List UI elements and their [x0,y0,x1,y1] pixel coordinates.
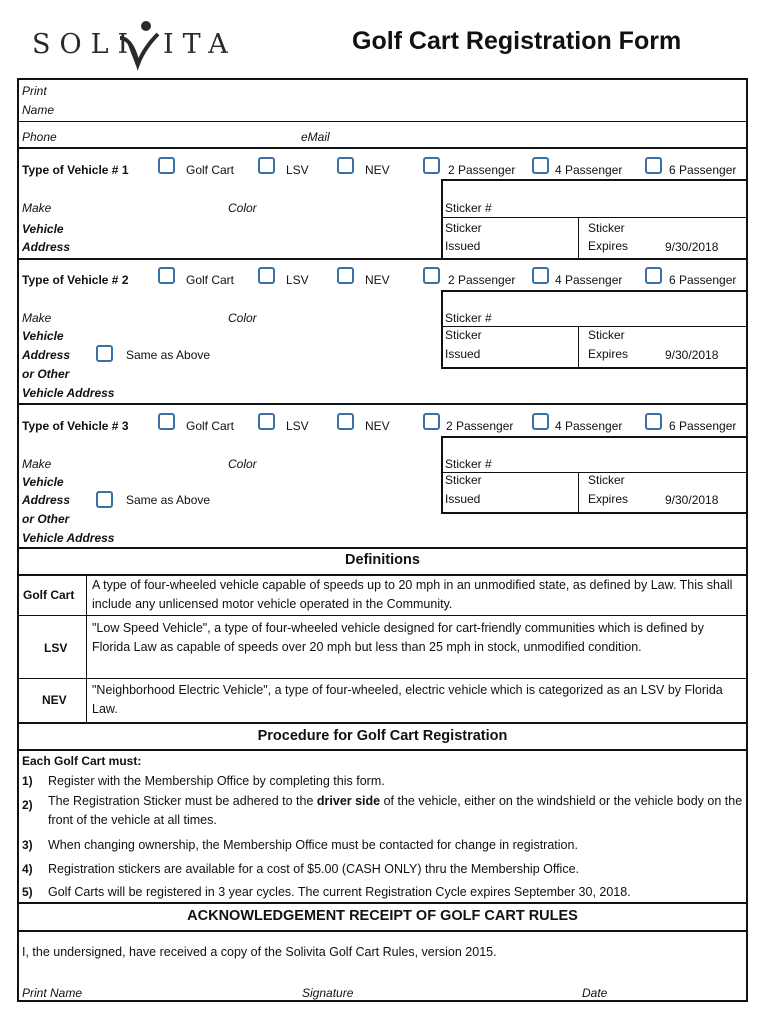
date-label: Date [582,986,608,1000]
issued-label: Issued [445,239,481,253]
sticker-label: Sticker [445,221,482,235]
lsv-label: LSV [286,419,309,433]
four-passenger-checkbox[interactable] [532,413,549,430]
logo-v-icon [116,20,162,74]
six-passenger-label: 6 Passenger [669,273,737,287]
golf-cart-checkbox[interactable] [158,267,175,284]
logo-text-right: ITA [163,29,237,60]
page-title: Golf Cart Registration Form [352,27,682,55]
address-label: Address [22,493,71,507]
print-label: Print [22,84,47,98]
same-as-above-checkbox[interactable] [96,345,113,362]
nev-label: NEV [365,163,390,177]
issued-label: Issued [445,347,481,361]
make-label: Make [22,311,52,325]
signature-label: Signature [302,986,354,1000]
procedure-intro: Each Golf Cart must: [22,754,142,768]
divider [441,290,443,368]
golf-cart-label: Golf Cart [186,273,235,287]
make-label: Make [22,201,52,215]
color-label: Color [228,457,257,471]
sticker-label: Sticker [445,473,482,487]
six-passenger-checkbox[interactable] [645,267,662,284]
nev-checkbox[interactable] [337,413,354,430]
issued-label: Issued [445,492,481,506]
divider [578,472,579,512]
six-passenger-label: 6 Passenger [669,163,737,177]
step-number: 2) [22,798,33,812]
vehicle-type-label: Type of Vehicle # 3 [22,419,129,433]
or-other-label: or Other [22,367,70,381]
divider [18,547,747,549]
definition-text: A type of four-wheeled vehicle capable of speeds up to 20 mph in an unmodified state, as defined by Law. This shall include any unlicensed motor vehicle operated in the Community. [92,578,733,611]
nev-checkbox[interactable] [337,267,354,284]
color-label: Color [228,311,257,325]
phone-label: Phone [22,130,57,144]
sticker-label: Sticker [588,328,625,342]
two-passenger-checkbox[interactable] [423,267,440,284]
golf-cart-checkbox[interactable] [158,413,175,430]
step-number: 1) [22,774,33,788]
vehicle-label: Vehicle [22,475,64,489]
divider [18,403,747,405]
acknowledgement-heading: ACKNOWLEDGEMENT RECEIPT OF GOLF CART RULES [187,908,578,924]
divider [441,436,747,438]
procedure-heading: Procedure for Golf Cart Registration [257,728,508,744]
divider [18,258,747,260]
sticker-number-label: Sticker # [445,457,492,471]
divider [441,179,443,259]
sticker-number-label: Sticker # [445,311,492,325]
two-passenger-checkbox[interactable] [423,413,440,430]
step-number: 3) [22,838,33,852]
divider [86,575,87,723]
divider [18,147,747,149]
same-as-above-label: Same as Above [126,493,211,507]
vehicle-label: Vehicle [22,222,64,236]
lsv-label: LSV [286,163,309,177]
divider [18,749,747,751]
golf-cart-label: Golf Cart [186,163,235,177]
logo-text-left: SOLI [32,29,138,60]
expires-label: Expires [588,239,629,253]
vehicle-label: Vehicle [22,329,64,343]
vehicle-type-label: Type of Vehicle # 2 [22,273,129,287]
vehicle-address-label: Vehicle Address [22,531,115,545]
divider [442,326,747,327]
definition-term: LSV [44,641,68,655]
expiry-date: 9/30/2018 [665,240,719,254]
definition-term: Golf Cart [23,588,75,602]
expires-label: Expires [588,492,629,506]
definitions-heading: Definitions [345,552,420,568]
address-label: Address [22,240,71,254]
divider [18,902,747,904]
definition-term: NEV [42,693,67,707]
six-passenger-checkbox[interactable] [645,413,662,430]
step-number: 4) [22,862,33,876]
divider [18,678,747,679]
step-text: When changing ownership, the Membership Office must be contacted for change in registration. [48,838,578,852]
name-label: Name [22,103,55,117]
two-passenger-label: 2 Passenger [448,273,516,287]
two-passenger-label: 2 Passenger [448,163,516,177]
definition-text: "Low Speed Vehicle", a type of four-wheeled vehicle designed for cart-friendly communities which is defined by Florida Law as capable of speeds over 20 mph but less than 25 mph in stock, unmodified condition. [92,621,704,654]
divider [441,436,443,513]
nev-label: NEV [365,273,390,287]
step-text: Registration stickers are available for a cost of $5.00 (CASH ONLY) thru the Membership Office. [48,862,580,876]
step-number: 5) [22,885,33,899]
lsv-checkbox[interactable] [258,157,275,174]
vehicle-address-label: Vehicle Address [22,386,115,400]
nev-checkbox[interactable] [337,157,354,174]
vehicle-type-label: Type of Vehicle # 1 [22,163,129,177]
expiry-date: 9/30/2018 [665,348,719,362]
same-as-above-checkbox[interactable] [96,491,113,508]
nev-label: NEV [365,419,390,433]
step-text: Golf Carts will be registered in 3 year cycles. The current Registration Cycle expires September 30, 2018. [48,885,631,899]
divider [18,722,747,724]
divider [18,615,747,616]
divider [442,217,747,218]
two-passenger-checkbox[interactable] [423,157,440,174]
step-text: The Registration Sticker must be adhered to the driver side of the vehicle, either on the windshield or the vehicle body on the front of the vehicle at all times. [48,794,743,827]
step-text: Register with the Membership Office by completing this form. [48,774,385,788]
sticker-label: Sticker [588,221,625,235]
expires-label: Expires [588,347,629,361]
lsv-checkbox[interactable] [258,267,275,284]
email-label: eMail [301,130,330,144]
print-name-label: Print Name [22,986,83,1000]
four-passenger-checkbox[interactable] [532,157,549,174]
acknowledgement-statement: I, the undersigned, have received a copy of the Solivita Golf Cart Rules, version 2015. [22,945,497,959]
color-label: Color [228,201,257,215]
four-passenger-label: 4 Passenger [555,163,623,177]
expiry-date: 9/30/2018 [665,493,719,507]
divider [18,121,747,122]
sticker-number-label: Sticker # [445,201,492,215]
golf-cart-label: Golf Cart [186,419,235,433]
two-passenger-label: 2 Passenger [446,419,514,433]
golf-cart-checkbox[interactable] [158,157,175,174]
lsv-label: LSV [286,273,309,287]
divider [441,179,747,181]
divider [578,326,579,367]
divider [441,290,747,292]
same-as-above-label: Same as Above [126,348,211,362]
six-passenger-label: 6 Passenger [669,419,737,433]
divider [18,930,747,932]
sticker-label: Sticker [445,328,482,342]
sticker-label: Sticker [588,473,625,487]
four-passenger-checkbox[interactable] [532,267,549,284]
definition-text: "Neighborhood Electric Vehicle", a type of four-wheeled, electric vehicle which is categorized as an LSV by Florida Law. [92,683,723,716]
make-label: Make [22,457,52,471]
address-label: Address [22,348,71,362]
divider [441,512,747,514]
divider [578,217,579,258]
or-other-label: or Other [22,512,70,526]
six-passenger-checkbox[interactable] [645,157,662,174]
four-passenger-label: 4 Passenger [555,419,623,433]
divider [441,367,747,369]
four-passenger-label: 4 Passenger [555,273,623,287]
lsv-checkbox[interactable] [258,413,275,430]
